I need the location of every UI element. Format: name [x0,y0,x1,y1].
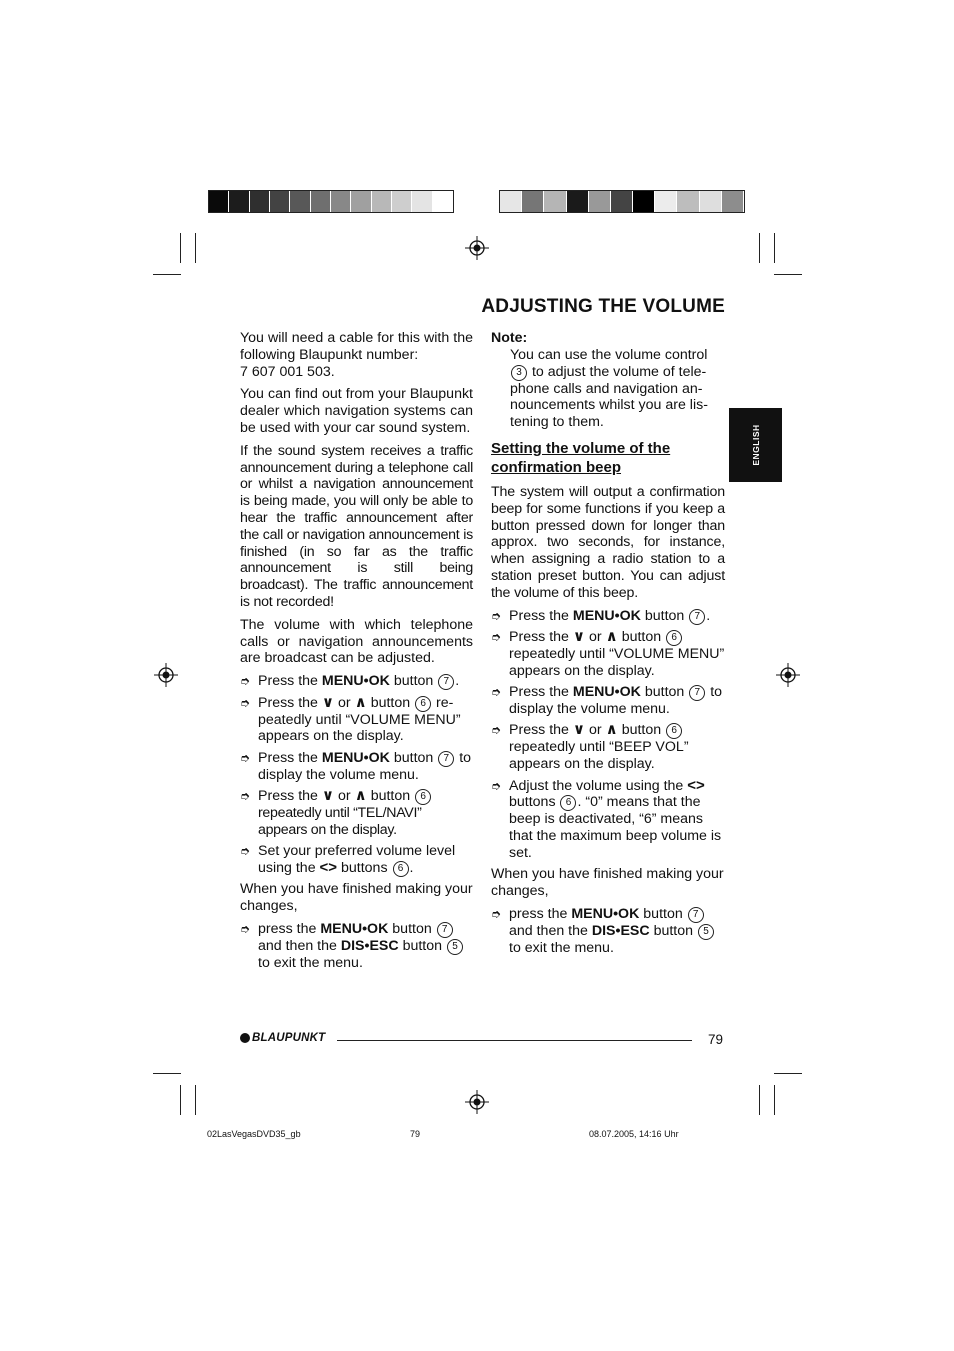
button-number-badge: 6 [415,696,431,712]
arrow-icon: ➮ [491,630,502,645]
color-swatch [270,191,290,212]
color-swatch [392,191,412,212]
arrow-icon: ➮ [240,695,251,710]
color-swatch [311,191,331,212]
color-swatch [250,191,270,212]
paragraph: The volume with which telephone calls or navigation announcements are broadcast can be adjusted. [240,616,473,667]
color-swatch [331,191,351,212]
left-column [240,330,473,976]
color-swatch [209,191,229,212]
crop-mark [153,274,181,275]
arrow-icon: ➮ [491,778,502,793]
list-item: ➮ Press the MENU•OK button 7 . [240,673,460,690]
color-bar-left [208,190,454,213]
note-text: You can use the volume control 3 to adjust the volume of telephone calls and navigation announcements whilst you are listening to them. [510,346,708,431]
list-item: ➮ Press the ∨ or ∧ button 6 repeatedly until “TEL/NAVI” appears on the display. [240,788,473,839]
color-swatch [433,191,453,212]
color-swatch [351,191,371,212]
arrow-icon: ➮ [240,789,251,804]
crop-mark [195,1085,196,1115]
brand-logo [240,1032,325,1044]
crop-mark [774,233,775,263]
right-column [491,330,725,961]
list-item: ➮ Press the ∨ or ∧ button 6 repeatedly until “VOLUME MENU” appears on the display. [491,628,725,679]
crop-mark [774,1085,775,1115]
paragraph: If the sound system receives a traffic announcement during a telephone call or whilst a navigation announcement is being made, you will only be able to hear the traffic announcement after the call or navigation announcement is finished (in so far as the traffic announcement is still being broadcast). The traffic announcement is not recorded! [240,442,473,610]
arrow-icon: ➮ [240,922,251,937]
button-number-badge: 6 [666,630,682,646]
list-item: ➮ Set your preferred volume level using the <> buttons 6 . [240,843,456,876]
paragraph [240,364,473,381]
registration-mark-icon [465,1090,489,1114]
crop-mark [180,233,181,263]
language-tab-label: ENGLISH [750,424,761,466]
button-number-badge: 6 [415,789,431,805]
footer-filename: 02LasVegasDVD35_gb [207,1129,301,1139]
paragraph: You can find out from your Blaupunkt dealer which navigation systems can be used with your car sound system. [240,386,473,436]
button-number-badge: 7 [689,685,705,701]
up-arrow-icon: ∧ [605,721,618,739]
down-arrow-icon: ∨ [321,693,335,711]
down-arrow-icon: ∨ [572,628,586,646]
color-swatch [633,191,655,212]
registration-mark-icon [154,663,178,687]
arrow-icon: ➮ [491,723,502,738]
part-number: 7 607 001 503. [240,363,335,380]
button-number-badge: 7 [438,674,454,690]
button-number-badge: 7 [437,922,453,938]
crop-mark [774,1073,802,1074]
up-arrow-icon: ∧ [354,693,367,711]
button-number-badge: 7 [688,907,704,923]
page-title: ADJUSTING THE VOLUME [481,296,725,317]
crop-mark [195,233,196,263]
color-swatch [544,191,566,212]
button-number-badge: 6 [393,861,409,877]
button-number-badge: 7 [438,751,454,767]
button-number-badge: 3 [511,365,527,381]
down-arrow-icon: ∨ [321,787,335,805]
button-number-badge: 7 [689,609,705,625]
paragraph: When you have finished making your changes, [240,881,473,915]
crop-mark [759,233,760,263]
arrow-icon: ➮ [240,844,251,859]
footer-date: 08.07.2005, 14:16 Uhr [589,1129,679,1139]
paragraph: When you have finished making your changes, [491,866,724,900]
registration-mark-icon [776,663,800,687]
note-label: Note: [491,330,528,346]
color-swatch [677,191,699,212]
color-swatch [655,191,677,212]
button-number-badge: 6 [560,795,576,811]
color-swatch [611,191,633,212]
crop-mark [153,1073,181,1074]
color-swatch [722,191,744,212]
color-swatch [500,191,522,212]
paragraph: The system will output a confirmation beep for some functions if you keep a button pressed down for longer than approx. two seconds, for instance, when assigning a radio station to a station preset button. You can adjust the volume of this beep. [491,483,725,601]
brand-name: BLAUPUNKT [252,1032,326,1044]
list-item: ➮ Press the MENU•OK button 7 . [491,607,711,624]
up-arrow-icon: ∧ [605,628,618,646]
arrow-icon: ➮ [240,674,251,689]
arrow-icon: ➮ [491,608,502,623]
down-arrow-icon: ∨ [572,721,586,739]
color-swatch [700,191,722,212]
color-swatch [522,191,544,212]
color-swatch [290,191,310,212]
color-swatch [229,191,249,212]
up-arrow-icon: ∧ [354,787,367,805]
language-tab [729,408,782,482]
registration-mark-icon [465,236,489,260]
list-item: ➮ press the MENU•OK button 7 and then the DIS•ESC button 5 to exit the menu. [240,921,473,972]
arrow-icon: ➮ [491,906,502,921]
list-item: ➮ Press the ∨ or ∧ button 6 repeatedly until “BEEP VOL” appears on the display. [491,721,689,773]
page-number: 79 [708,1032,724,1047]
list-item: ➮ press the MENU•OK button 7 and then the DIS•ESC button 5 to exit the menu. [491,906,725,957]
left-right-arrows-icon: <> [319,858,338,876]
crop-mark [759,1085,760,1115]
blaupunkt-dot-icon [240,1033,250,1043]
button-number-badge: 5 [698,924,714,940]
list-item: ➮ Press the MENU•OK button 7 to display the volume menu. [491,684,723,718]
color-swatch [372,191,392,212]
crop-mark [180,1085,181,1115]
color-swatch [412,191,432,212]
button-number-badge: 5 [447,939,463,955]
color-swatch [567,191,589,212]
color-bar-right [499,190,745,213]
list-item: ➮ Press the ∨ or ∧ button 6 repeatedly until “VOLUME MENU” appears on the display. [240,693,461,745]
list-item: ➮ Press the MENU•OK button 7 to display the volume menu. [240,749,472,783]
left-right-arrows-icon: <> [687,776,705,794]
divider [337,1040,692,1041]
paragraph: You will need a cable for this with the following Blaupunkt number: [240,330,473,363]
footer-page: 79 [410,1129,421,1139]
arrow-icon: ➮ [491,685,502,700]
section-subheading: Setting the volume of the confirmation beep [491,439,671,476]
crop-mark [774,274,802,275]
color-swatch [589,191,611,212]
button-number-badge: 6 [666,723,682,739]
list-item: ➮ Adjust the volume using the <> buttons 6 . “0” means that the beep is deactivated, “6” means that the maximum beep volume is set. [491,776,722,861]
arrow-icon: ➮ [240,750,251,765]
